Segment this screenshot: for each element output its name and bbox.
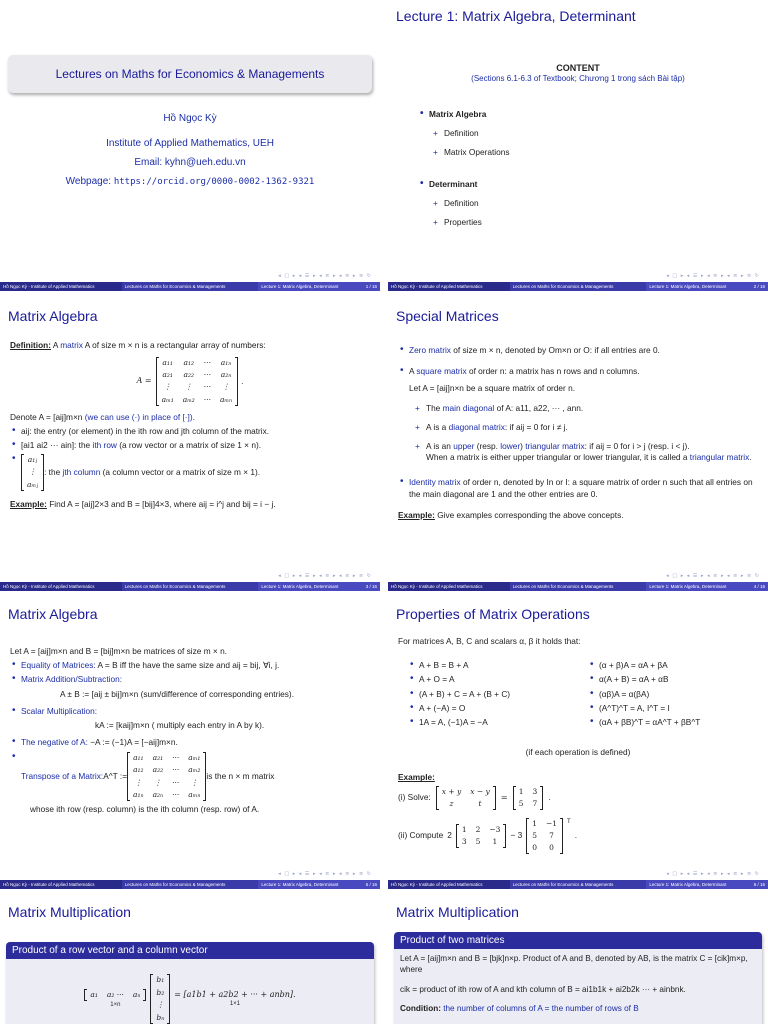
equality-bullet: • Equality of Matrices: A = B iff the have the same size and aij = bij, ∀i, j. bbox=[10, 660, 370, 671]
email: Email: kyhn@ueh.edu.vn bbox=[134, 157, 246, 168]
slide-footer: Hồ Ngọc Kỳ - Institute of Applied Mathematics Lectures on Maths for Economics & Managements Lecture 1: Matrix Algebra, Determinant 5 / 16 bbox=[0, 880, 380, 889]
beamer-nav[interactable]: ◂ □ ▸ ◂ ☰ ▸ ◂ ≡ ▸ ◂ ≡ ▸ ≡ ↻ bbox=[278, 871, 372, 877]
toc-sub-definition-2[interactable]: + Definition bbox=[430, 198, 758, 209]
definition-line: Definition: A matrix A of size m × n is a rectangular array of numbers: bbox=[10, 340, 266, 350]
toc-sub-definition[interactable]: + Definition bbox=[430, 128, 758, 139]
prop-item: • A + (−A) = O bbox=[408, 703, 578, 714]
prop-item: • (α + β)A = αA + βA bbox=[588, 660, 758, 671]
slide-heading: Matrix Multiplication bbox=[396, 904, 519, 920]
slide-special-matrices bbox=[388, 300, 768, 591]
slide-footer: Hồ Ngọc Kỳ - Institute of Applied Mathematics Lectures on Maths for Economics & Managements Lecture 1: Matrix Algebra, Determinant 1 / 16 bbox=[0, 282, 380, 291]
toc-sub-operations[interactable]: + Matrix Operations bbox=[430, 147, 758, 158]
slide-heading: Lecture 1: Matrix Algebra, Determinant bbox=[396, 8, 636, 24]
toc-sub-properties[interactable]: + Properties bbox=[430, 217, 758, 228]
ops-intro: Let A = [aij]m×n and B = [bij]m×n be matrices of size m × n. bbox=[10, 646, 227, 656]
content-sub: (Sections 6.1-6.3 of Textbook; Chương 1 trong sách Bài tập) bbox=[471, 74, 685, 84]
toc-item-determinant[interactable]: • Determinant bbox=[418, 179, 758, 190]
lecture-title-box bbox=[8, 55, 372, 93]
prop-item: • (αβ)A = α(βA) bbox=[588, 689, 758, 700]
example-line: Example: Give examples corresponding the above concepts. bbox=[398, 509, 624, 520]
slide-heading: Properties of Matrix Operations bbox=[396, 606, 590, 622]
row-bullet: • [ai1 ai2 ··· ain]: the ith row (a row vector or a matrix of size 1 × n). bbox=[10, 440, 370, 451]
identity-matrix-bullet: • Identity matrix of order n, denoted by In or I: a square matrix of order n such that all entries on the main diagonal are 1 and the other entries are 0. bbox=[398, 477, 758, 499]
main-diagonal: + The main diagonal of A: a11, a22, ··· , ann. bbox=[412, 403, 758, 414]
row-col-formula: a₁ a₂ ··· aₙ 1×n b₁ b₂ ⋮ bₙ = [a1b1 + a2b2 + ··· + anbn]. 1×1 bbox=[6, 959, 374, 1024]
scalar-bullet: • Scalar Multiplication: bbox=[10, 706, 370, 717]
square-matrix-bullet: • A square matrix of order n: a matrix has n rows and n columns. bbox=[398, 366, 758, 377]
example-compute: (ii) Compute 2 1 2 −3 3 5 1 − 3 1 −1 5 7 0 0 T . bbox=[398, 818, 758, 854]
product-block bbox=[394, 932, 762, 1024]
slide-heading: Matrix Algebra bbox=[8, 606, 98, 622]
beamer-nav[interactable]: ◂ □ ▸ ◂ ☰ ▸ ◂ ≡ ▸ ◂ ≡ ▸ ≡ ↻ bbox=[666, 573, 760, 579]
slide-footer: Hồ Ngọc Kỳ - Institute of Applied Mathematics Lectures on Maths for Economics & Managements Lecture 1: Matrix Algebra, Determinant 2 / 16 bbox=[388, 282, 768, 291]
slide-multiplication-matrices bbox=[388, 896, 768, 1024]
example-label: Example: bbox=[398, 772, 435, 783]
content-heading: CONTENT bbox=[556, 63, 600, 73]
transpose-bullet: • Transpose of a Matrix: A^T := a₁₁ a₂₁ ··· aₘ₁ a₁₂ a₂₂ ··· aₘ₂ ⋮ ⋮ ··· ⋮ a₁ₙ a₂ₙ ··· aₘₙ is the n × m matrix bbox=[10, 752, 370, 801]
slide-matrix-operations bbox=[0, 598, 380, 889]
webpage-link[interactable]: https://orcid.org/0000-0002-1362-9321 bbox=[113, 177, 315, 187]
prop-item: • (αA + βB)^T = αA^T + βB^T bbox=[588, 717, 758, 728]
diagonal-matrix: + A is a diagonal matrix: if aij = 0 for i ≠ j. bbox=[412, 422, 758, 433]
addition-bullet: • Matrix Addition/Subtraction: bbox=[10, 674, 370, 685]
prop-item: • α(A + B) = αA + αB bbox=[588, 674, 758, 685]
prop-item: • A + O = A bbox=[408, 674, 578, 685]
slide-matrix-definition bbox=[0, 300, 380, 591]
slide-multiplication-vector bbox=[0, 896, 380, 1024]
example-solve: (i) Solve: x + y x − y z t = 1 3 5 7 . bbox=[398, 786, 758, 810]
slide-heading: Special Matrices bbox=[396, 308, 499, 324]
denote-line: Denote A = [aij]m×n (we can use (·) in place of [·]). bbox=[10, 411, 195, 422]
column-bullet: • a₁ⱼ ⋮ aₘⱼ : the jth column (a column vector or a matrix of size m × 1). bbox=[10, 454, 370, 490]
prop-item: • 1A = A, (−1)A = −A bbox=[408, 717, 578, 728]
slide-properties bbox=[388, 598, 768, 889]
prop-item: • (A^T)^T = A, I^T = I bbox=[588, 703, 758, 714]
zero-matrix-bullet: • Zero matrix of size m × n, denoted by Om×n or O: if all entries are 0. bbox=[398, 345, 758, 356]
slide-heading: Matrix Multiplication bbox=[8, 904, 131, 920]
toc-item-matrix-algebra[interactable]: • Matrix Algebra bbox=[418, 109, 758, 120]
slide-footer: Hồ Ngọc Kỳ - Institute of Applied Mathematics Lectures on Maths for Economics & Managements Lecture 1: Matrix Algebra, Determinant 3 / 16 bbox=[0, 582, 380, 591]
institute: Institute of Applied Mathematics, UEH bbox=[106, 138, 274, 149]
author: Hồ Ngọc Kỳ bbox=[163, 113, 217, 124]
properties-list bbox=[398, 657, 758, 731]
square-let: Let A = [aij]n×n be a square matrix of order n. bbox=[409, 383, 576, 394]
scalar-def: kA := [kaij]m×n ( multiply each entry in A by k). bbox=[95, 719, 265, 730]
props-intro: For matrices A, B, C and scalars α, β it holds that: bbox=[398, 636, 581, 646]
webpage: Webpage: https://orcid.org/0000-0002-1362-9321 bbox=[65, 176, 315, 187]
beamer-nav[interactable]: ◂ □ ▸ ◂ ☰ ▸ ◂ ≡ ▸ ◂ ≡ ▸ ≡ ↻ bbox=[666, 273, 760, 279]
product-def: Let A = [aij]m×n and B = [bjk]n×p. Product of A and B, denoted by AB, is the matrix C = [cik]m×p, where cik = product of ith row of A and kth column of B = ai1b1k + ai2b2k ··· + ainbnk. Condition: the number of columns of A = the number of rows of B bbox=[394, 949, 762, 1024]
beamer-nav[interactable]: ◂ □ ▸ ◂ ☰ ▸ ◂ ≡ ▸ ◂ ≡ ▸ ≡ ↻ bbox=[666, 871, 760, 877]
matrix-A-display: A = a₁₁ a₁₂ ··· a₁ₙ a₂₁ a₂₂ ··· a₂ₙ ⋮ ⋮ ··· ⋮ aₘ₁ aₘ₂ ··· aₘₙ . bbox=[10, 357, 370, 406]
row-col-block bbox=[6, 942, 374, 1024]
entry-bullet: • aij: the entry (or element) in the ith row and jth column of the matrix. bbox=[10, 426, 370, 437]
beamer-nav[interactable]: ◂ □ ▸ ◂ ☰ ▸ ◂ ≡ ▸ ◂ ≡ ▸ ≡ ↻ bbox=[278, 573, 372, 579]
block-title: Product of a row vector and a column vector bbox=[6, 942, 374, 959]
slide-heading: Matrix Algebra bbox=[8, 308, 98, 324]
block-title: Product of two matrices bbox=[394, 932, 762, 949]
lecture-title: Lectures on Maths for Economics & Managements bbox=[55, 67, 325, 81]
prop-item: • A + B = B + A bbox=[408, 660, 578, 671]
prop-item: • (A + B) + C = A + (B + C) bbox=[408, 689, 578, 700]
slide-footer: Hồ Ngọc Kỳ - Institute of Applied Mathematics Lectures on Maths for Economics & Managements Lecture 1: Matrix Algebra, Determinant 6 / 16 bbox=[388, 880, 768, 889]
addition-def: A ± B := [aij ± bij]m×n (sum/difference of corresponding entries). bbox=[60, 688, 295, 699]
props-note: (if each operation is defined) bbox=[525, 747, 631, 758]
slide-content bbox=[388, 0, 768, 291]
triangular-matrix: + A is an upper (resp. lower) triangular matrix: if aij = 0 for i > j (resp. i < j). When a matrix is either upper triangular or lower triangular, it is called a triangular matrix. bbox=[412, 441, 758, 463]
transpose-def: whose ith row (resp. column) is the ith column (resp. row) of A. bbox=[30, 803, 260, 814]
beamer-nav[interactable]: ◂ □ ▸ ◂ ☰ ▸ ◂ ≡ ▸ ◂ ≡ ▸ ≡ ↻ bbox=[278, 273, 372, 279]
slide-footer: Hồ Ngọc Kỳ - Institute of Applied Mathematics Lectures on Maths for Economics & Managements Lecture 1: Matrix Algebra, Determinant 4 / 16 bbox=[388, 582, 768, 591]
negative-bullet: • The negative of A: −A := (−1)A = [−aij]m×n. bbox=[10, 737, 370, 748]
example-line: Example: Find A = [aij]2×3 and B = [bij]4×3, where aij = i^j and bij = i − j. bbox=[10, 498, 276, 509]
slide-title bbox=[0, 0, 380, 291]
